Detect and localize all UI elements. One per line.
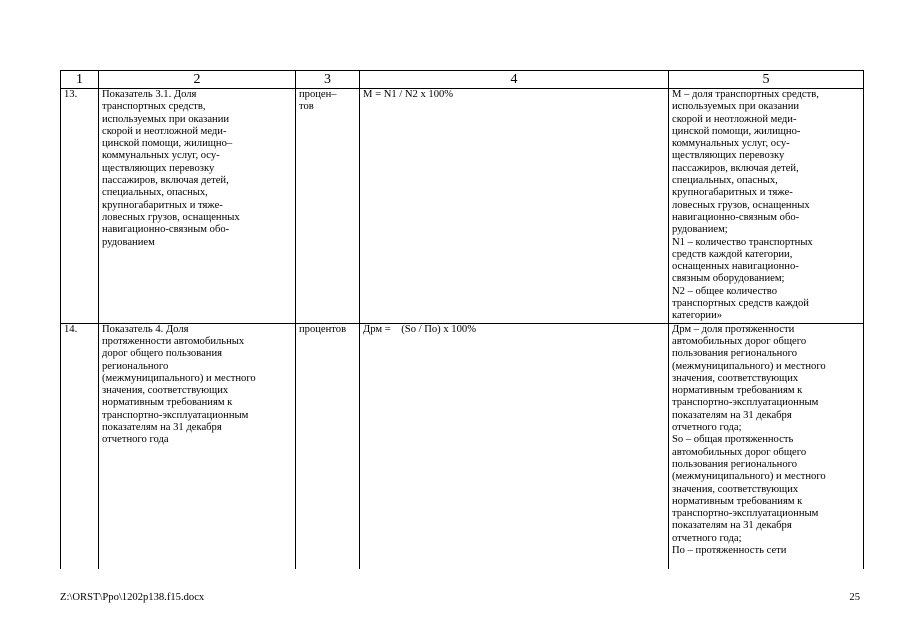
- text-line: показателям на 31 декабря: [672, 409, 792, 421]
- text-line: цинской помощи, жилищно–: [102, 138, 233, 150]
- text-line: крупногабаритных и тяже-: [102, 199, 223, 211]
- text-line: скорой и неотложной меди-: [102, 125, 227, 137]
- text-line: пользования регионального: [672, 348, 798, 360]
- text-line: специальных, опасных,: [102, 187, 208, 199]
- text-line: транспортно-эксплуатационным: [102, 409, 249, 421]
- text-line: ществляющих перевозку: [102, 162, 215, 174]
- text-line: пассажиров, включая детей,: [102, 175, 229, 187]
- text-line: протяженности автомобильных: [102, 335, 245, 347]
- text-line: скорой и неотложной меди-: [672, 113, 797, 125]
- text-line: крупногабаритных и тяже-: [672, 187, 793, 199]
- text-line: нормативным требованиям к: [102, 397, 233, 409]
- formula: M = N1 / N2 x 100%: [360, 89, 669, 324]
- text-line: дорог общего пользования: [102, 348, 222, 360]
- text-line: автомобильных дорог общего: [672, 335, 807, 347]
- text-line: коммунальных услуг, осу-: [102, 150, 220, 162]
- text-line: рудованием: [102, 236, 155, 248]
- row-number: 14.: [61, 323, 99, 569]
- header-col-4: 4: [360, 71, 669, 89]
- formula: Дрм = (Sо / По) х 100%: [360, 323, 669, 569]
- text-line: процен–: [299, 89, 337, 100]
- text-line: Показатель 3.1. Доля: [102, 89, 197, 100]
- text-line: значения, соответствующих: [672, 372, 799, 384]
- text-line: (межмуниципального) и местного: [672, 471, 826, 483]
- text-line: транспортных средств каждой: [672, 298, 809, 310]
- text-line: используемых при оказании: [102, 113, 230, 125]
- text-line: категории»: [672, 310, 723, 322]
- formula-description: [669, 89, 864, 324]
- text-line: отчетного года: [102, 434, 169, 446]
- table-row: [61, 323, 864, 569]
- indicator-name: [99, 89, 296, 324]
- text-line: процентов: [299, 323, 347, 335]
- text-line: оснащенных навигационно-: [672, 261, 799, 273]
- text-line: отчетного года;: [672, 532, 742, 544]
- text-line: ществляющих перевозку: [672, 150, 785, 162]
- text-line: связным оборудованием;: [672, 273, 785, 285]
- text-line: N2 – общее количество: [672, 285, 778, 297]
- text-line: специальных, опасных,: [672, 175, 778, 187]
- text-line: пассажиров, включая детей,: [672, 162, 799, 174]
- text-line: значения, соответствующих: [102, 385, 229, 397]
- text-line: По – протяженность сети: [672, 544, 787, 556]
- text-line: используемых при оказании: [672, 101, 800, 113]
- row-number: 13.: [61, 89, 99, 324]
- header-col-2: 2: [99, 71, 296, 89]
- file-path: Z:\ORST\Ppo\1202p138.f15.docx: [60, 592, 205, 603]
- text-line: M – доля транспортных средств,: [672, 89, 819, 100]
- text-line: показателям на 31 декабря: [672, 520, 792, 532]
- text-line: (межмуниципального) и местного: [102, 372, 256, 384]
- text-line: тов: [299, 101, 314, 113]
- header-col-3: 3: [296, 71, 360, 89]
- header-col-5: 5: [669, 71, 864, 89]
- unit-of-measure: [296, 323, 360, 569]
- text-line: нормативным требованиям к: [672, 385, 803, 397]
- text-line: показателям на 31 декабря: [102, 422, 222, 434]
- header-col-1: 1: [61, 71, 99, 89]
- text-line: средств каждой категории,: [672, 248, 793, 260]
- text-line: автомобильных дорог общего: [672, 446, 807, 458]
- text-line: N1 – количество транспортных: [672, 236, 813, 248]
- text-line: транспортных средств,: [102, 101, 206, 113]
- text-line: отчетного года;: [672, 422, 742, 434]
- text-line: Дрм – доля протяженности: [672, 323, 795, 335]
- text-line: нормативным требованиям к: [672, 495, 803, 507]
- text-line: цинской помощи, жилищно-: [672, 125, 801, 137]
- text-line: транспортно-эксплуатационным: [672, 508, 819, 520]
- text-line: навигационно-связным обо-: [102, 224, 230, 236]
- text-line: регионального: [102, 360, 169, 372]
- text-line: (межмуниципального) и местного: [672, 360, 826, 372]
- indicators-table: [60, 70, 864, 569]
- text-line: рудованием;: [672, 224, 728, 236]
- text-line: транспортно-эксплуатационным: [672, 397, 819, 409]
- text-line: пользования регионального: [672, 458, 798, 470]
- unit-of-measure: [296, 89, 360, 324]
- header-row: [61, 71, 864, 89]
- table-row: [61, 89, 864, 324]
- text-line: Sо – общая протяженность: [672, 434, 794, 446]
- text-line: навигационно-связным обо-: [672, 211, 800, 223]
- formula-description: [669, 323, 864, 569]
- indicator-name: [99, 323, 296, 569]
- page-number: 25: [849, 592, 860, 603]
- text-line: ловесных грузов, оснащенных: [672, 199, 810, 211]
- text-line: коммунальных услуг, осу-: [672, 138, 790, 150]
- text-line: ловесных грузов, оснащенных: [102, 211, 240, 223]
- text-line: значения, соответствующих: [672, 483, 799, 495]
- text-line: Показатель 4. Доля: [102, 323, 189, 335]
